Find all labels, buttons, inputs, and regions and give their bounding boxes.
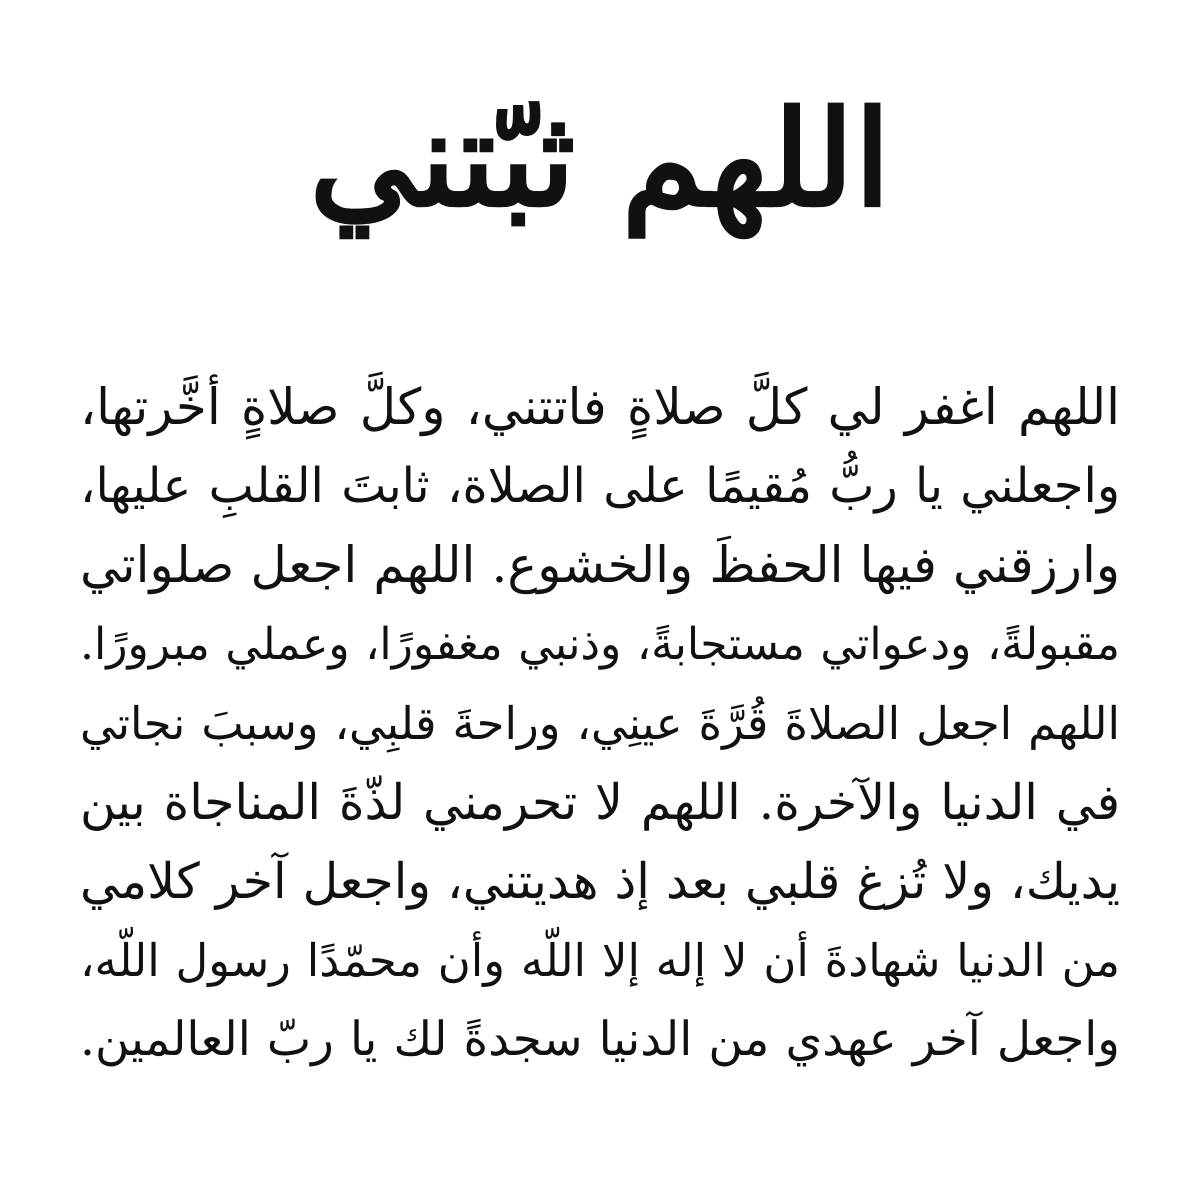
text-line: يديك، ولا تُزغ قلبي بعد إذ هديتني، واجعل آخر كلامي — [80, 853, 1120, 910]
text-line: وارزقني فيها الحفظَ والخشوع. اللهم اجعل صلواتي — [80, 536, 1120, 594]
supplication-text — [80, 368, 1120, 1079]
text-line: اللهم اغفر لي كلَّ صلاةٍ فاتتني، وكلَّ صلاةٍ أخَّرتها، — [80, 378, 1120, 436]
text-line: واجعل آخر عهدي من الدنيا سجدةً لك يا ربّ العالمين. — [80, 1012, 1120, 1067]
text-line: من الدنيا شهادةَ أن لا إله إلا اللّه وأن محمّدًا رسول اللّه، — [80, 934, 1120, 987]
text-line: اللهم اجعل الصلاةَ قُرَّةَ عينِي، وراحةَ قلبِي، وسببَ نجاتي — [80, 697, 1120, 750]
page-title: اللهم ثبّتني — [309, 82, 891, 237]
text-line: في الدنيا والآخرة. اللهم لا تحرمني لذّةَ المناجاة بين — [80, 774, 1120, 831]
text-line: مقبولةً، ودعواتي مستجابةً، وذنبي مغفورًا، وعملي مبرورًا. — [80, 619, 1120, 670]
text-line: واجعلني يا ربُّ مُقيمًا على الصلاة، ثابتَ القلبِ عليها، — [80, 458, 1120, 514]
